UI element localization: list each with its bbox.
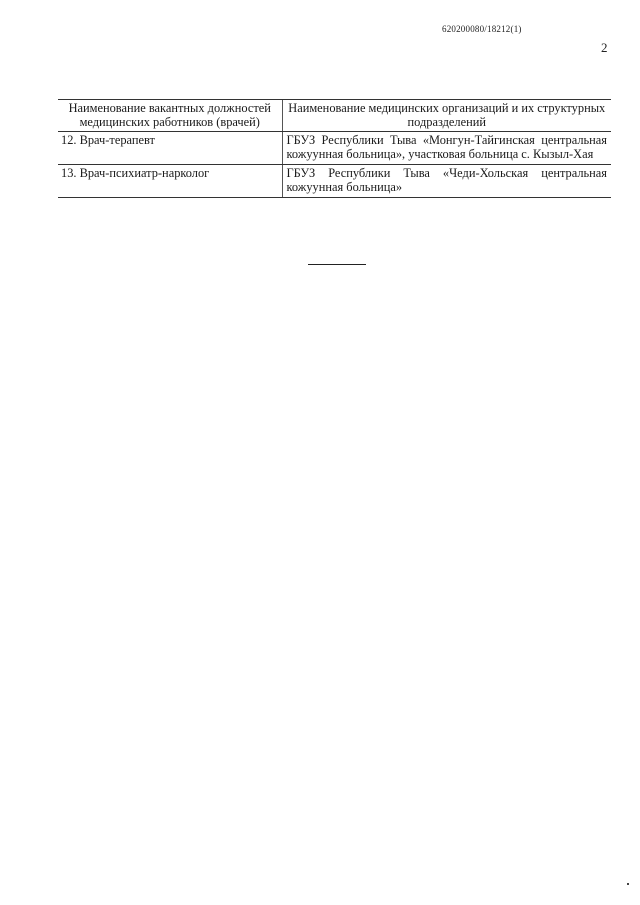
table-header [58, 100, 611, 132]
page-number: 2 [601, 40, 608, 55]
organization-cell: ГБУЗ Республики Тыва «Чеди-Хольская центральная кожуунная больница» [282, 165, 611, 198]
end-of-document-rule [308, 264, 366, 265]
organization-cell: ГБУЗ Республики Тыва «Монгун-Тайгинская центральная кожуунная больница», участковая больница с. Кызыл-Хая [282, 132, 611, 165]
table-row [58, 165, 611, 198]
table-header-row [58, 100, 611, 132]
position-cell: 12. Врач-терапевт [58, 132, 282, 165]
scan-artifact-dot [627, 883, 629, 885]
table-body [58, 132, 611, 198]
column-header-organization: Наименование медицинских организаций и их структурных подразделений [282, 100, 611, 132]
table-row [58, 132, 611, 165]
column-header-position: Наименование вакантных должностей медицинских работников (врачей) [58, 100, 282, 132]
document-id: 620200080/18212(1) [442, 24, 522, 34]
vacancy-table [58, 99, 611, 198]
position-cell: 13. Врач-психиатр-нарколог [58, 165, 282, 198]
